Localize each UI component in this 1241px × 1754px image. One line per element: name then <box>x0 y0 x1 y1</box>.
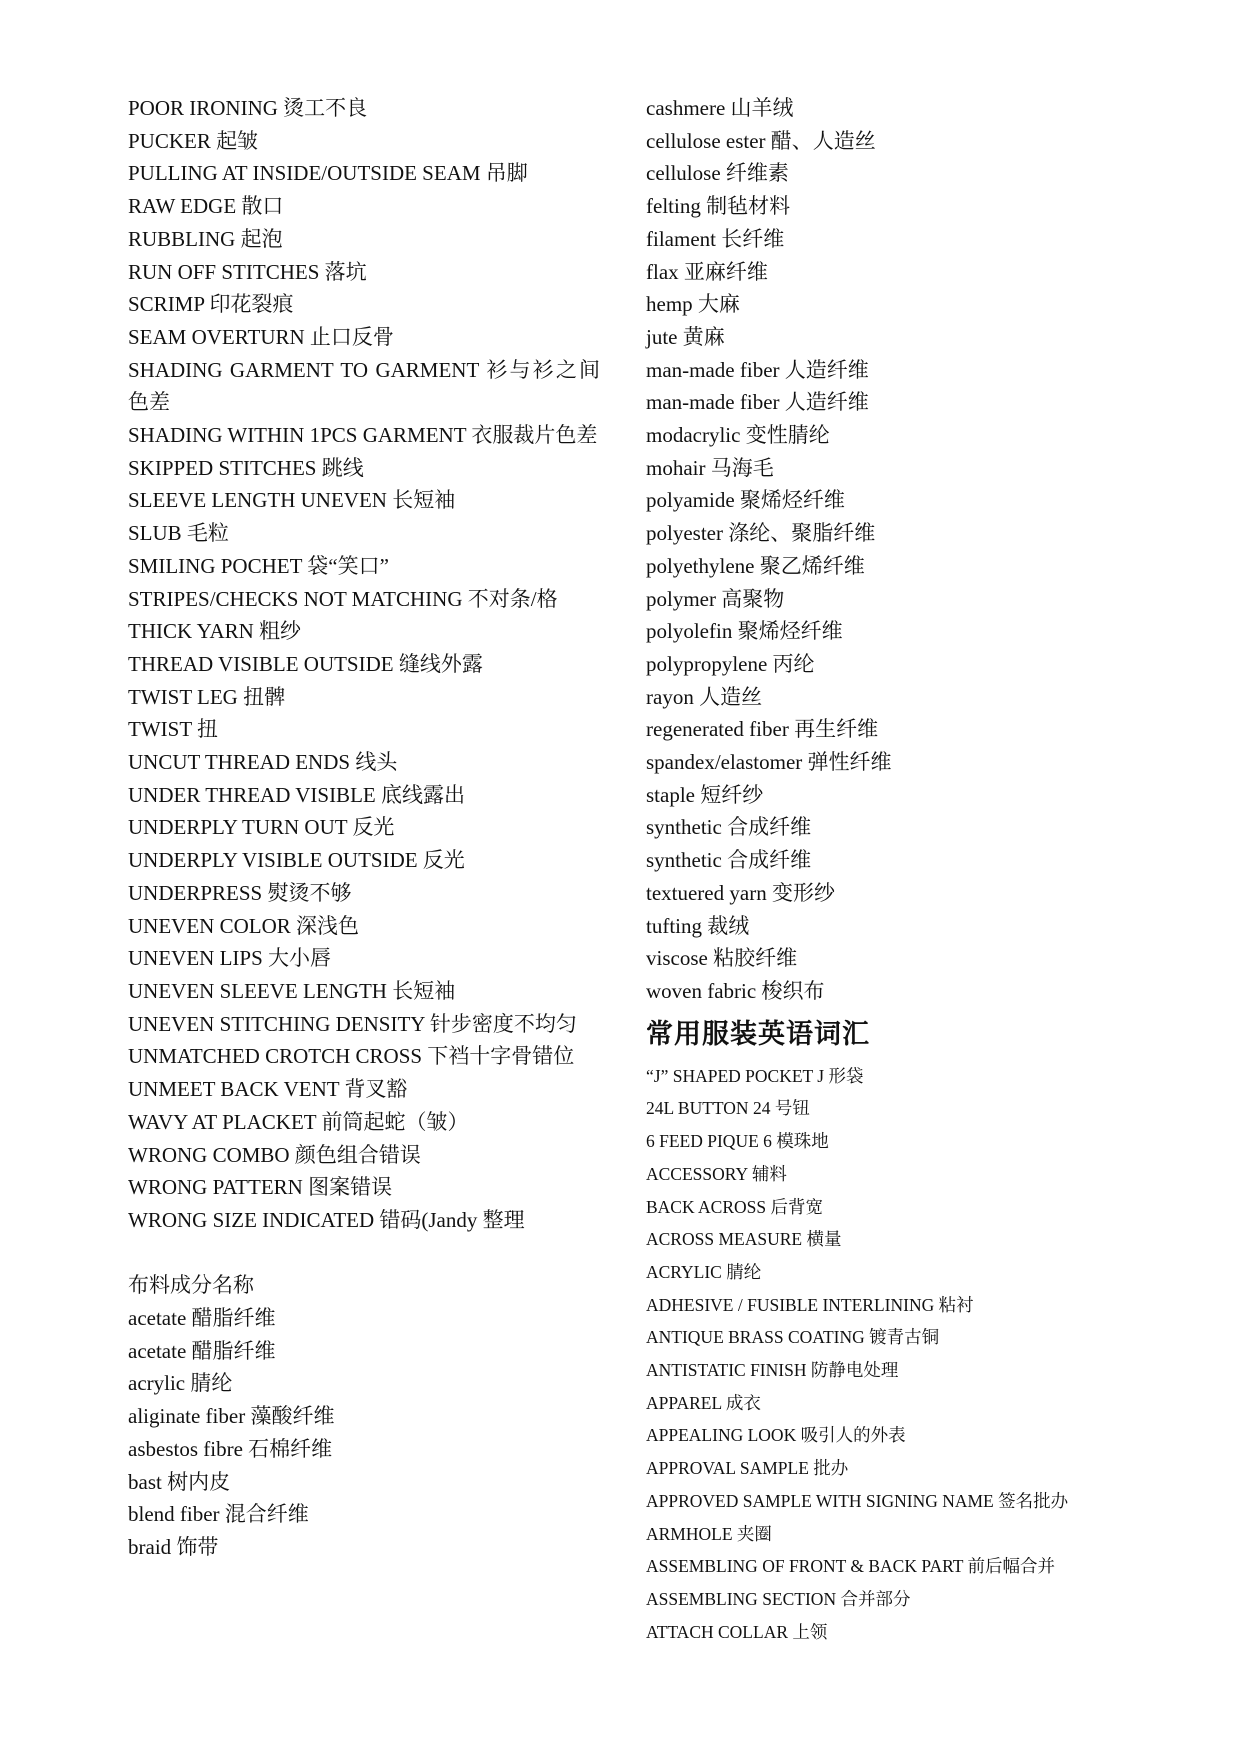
vocab-term: ADHESIVE / FUSIBLE INTERLINING 粘衬 <box>646 1294 974 1315</box>
fabric-term: acetate 醋脂纤维 <box>128 1306 276 1330</box>
defect-term: SCRIMP 印花裂痕 <box>128 292 294 317</box>
vocab-term: ANTISTATIC FINISH 防静电处理 <box>646 1360 899 1381</box>
defect-term: UNEVEN STITCHING DENSITY 针步密度不均匀 <box>128 1011 577 1036</box>
vocab-term: ACRYLIC 腈纶 <box>646 1261 762 1282</box>
fabric-term: cellulose 纤维素 <box>646 161 789 186</box>
fabric-term: regenerated fiber 再生纤维 <box>646 717 879 742</box>
fabric-term: man-made fiber 人造纤维 <box>646 357 869 382</box>
defect-term: UNDERPLY VISIBLE OUTSIDE 反光 <box>128 848 465 873</box>
defect-term: UNMATCHED CROTCH CROSS 下裆十字骨错位 <box>128 1044 575 1069</box>
vocab-list <box>646 1060 1116 1649</box>
defect-term: UNEVEN LIPS 大小唇 <box>128 946 331 971</box>
defect-term: POOR IRONING 烫工不良 <box>128 96 368 120</box>
vocab-term: 6 FEED PIQUE 6 模珠地 <box>646 1131 829 1152</box>
fabric-term: textuered yarn 变形纱 <box>646 880 835 905</box>
defect-term: THICK YARN 粗纱 <box>128 619 302 644</box>
vocab-term: APPEALING LOOK 吸引人的外表 <box>646 1425 906 1446</box>
vocab-term: 24L BUTTON 24 号钮 <box>646 1098 810 1119</box>
defect-term: UNDER THREAD VISIBLE 底线露出 <box>128 782 465 807</box>
fabric-term: blend fiber 混合纤维 <box>128 1502 309 1527</box>
fabric-term: polyethylene 聚乙烯纤维 <box>646 553 865 578</box>
fabric-term: man-made fiber 人造纤维 <box>646 390 869 415</box>
left-column <box>128 92 600 1564</box>
vocab-term: ASSEMBLING SECTION 合并部分 <box>646 1588 911 1609</box>
fabric-term: asbestos fibre 石棉纤维 <box>128 1436 333 1461</box>
vocab-term: ATTACH COLLAR 上领 <box>646 1621 828 1642</box>
defect-term: RAW EDGE 散口 <box>128 194 284 219</box>
defect-term: TWIST 扭 <box>128 717 219 742</box>
vocab-term: ANTIQUE BRASS COATING 镀青古铜 <box>646 1327 940 1348</box>
defect-term: UNEVEN SLEEVE LENGTH 长短袖 <box>128 978 456 1003</box>
defect-term: SLEEVE LENGTH UNEVEN 长短袖 <box>128 488 456 513</box>
fabric-term: modacrylic 变性腈纶 <box>646 423 830 448</box>
defect-term: RUBBLING 起泡 <box>128 226 283 251</box>
defect-term: WAVY AT PLACKET 前筒起蛇（皱） <box>128 1109 469 1134</box>
defect-term: UNDERPLY TURN OUT 反光 <box>128 815 395 840</box>
vocab-term: ACROSS MEASURE 横量 <box>646 1229 842 1250</box>
fabric-term: tufting 裁绒 <box>646 913 750 938</box>
defect-term: UNCUT THREAD ENDS 线头 <box>128 750 398 775</box>
vocab-term: ACCESSORY 辅料 <box>646 1163 787 1184</box>
vocab-term: BACK ACROSS 后背宽 <box>646 1196 823 1217</box>
fabric-list-right <box>646 92 1116 1008</box>
fabric-term: hemp 大麻 <box>646 292 740 317</box>
defect-list <box>128 92 600 1237</box>
defect-term: THREAD VISIBLE OUTSIDE 缝线外露 <box>128 651 483 676</box>
fabric-term: polyester 涤纶、聚脂纤维 <box>646 521 876 546</box>
defect-term: UNEVEN COLOR 深浅色 <box>128 913 359 938</box>
fabric-term: woven fabric 梭织布 <box>646 978 825 1003</box>
defect-term: SLUB 毛粒 <box>128 521 229 546</box>
vocab-term: APPAREL 成衣 <box>646 1392 761 1413</box>
fabric-term: polymer 高聚物 <box>646 586 785 611</box>
fabric-term: felting 制毡材料 <box>646 194 791 219</box>
vocab-term: APPROVED SAMPLE WITH SIGNING NAME 签名批办 <box>646 1490 1069 1511</box>
fabric-term: aliginate fiber 藻酸纤维 <box>128 1404 335 1429</box>
defect-term: WRONG PATTERN 图案错误 <box>128 1175 393 1200</box>
fabric-term: mohair 马海毛 <box>646 455 774 480</box>
defect-term: SEAM OVERTURN 止口反骨 <box>128 324 394 349</box>
fabric-term: jute 黄麻 <box>646 324 725 349</box>
vocab-heading: 常用服装英语词汇 <box>646 1018 870 1050</box>
fabric-term: spandex/elastomer 弹性纤维 <box>646 750 892 775</box>
fabric-term: synthetic 合成纤维 <box>646 848 812 873</box>
fabric-term: polyamide 聚烯烃纤维 <box>646 488 845 513</box>
fabric-term: flax 亚麻纤维 <box>646 259 768 284</box>
fabric-term: polypropylene 丙纶 <box>646 651 815 676</box>
fabric-term: bast 树内皮 <box>128 1469 231 1494</box>
vocab-term: ASSEMBLING OF FRONT & BACK PART 前后幅合并 <box>646 1556 1055 1577</box>
defect-term: TWIST LEG 扭髀 <box>128 684 286 709</box>
vocab-term: ARMHOLE 夹圈 <box>646 1523 772 1544</box>
defect-term: SKIPPED STITCHES 跳线 <box>128 455 364 480</box>
defect-term: WRONG SIZE INDICATED 错码(Jandy 整理 <box>128 1207 525 1232</box>
defect-term: PULLING AT INSIDE/OUTSIDE SEAM 吊脚 <box>128 161 528 186</box>
defect-term: UNMEET BACK VENT 背叉豁 <box>128 1077 408 1102</box>
defect-term: SHADING WITHIN 1PCS GARMENT 衣服裁片色差 <box>128 423 598 448</box>
section-spacer <box>128 1237 600 1270</box>
fabric-term: cellulose ester 醋、人造丝 <box>646 128 876 153</box>
defect-term: WRONG COMBO 颜色组合错误 <box>128 1142 421 1167</box>
right-column <box>646 92 1116 1648</box>
defect-term: SMILING POCHET 袋“笑口” <box>128 553 389 578</box>
vocab-term: APPROVAL SAMPLE 批办 <box>646 1458 849 1479</box>
fabric-term: rayon 人造丝 <box>646 684 763 709</box>
defect-term: SHADING GARMENT TO GARMENT 衫与衫之间色差 <box>128 357 600 415</box>
fabric-term: staple 短纤纱 <box>646 782 764 807</box>
defect-term: STRIPES/CHECKS NOT MATCHING 不对条/格 <box>128 586 558 611</box>
fabric-term: polyolefin 聚烯烃纤维 <box>646 619 843 644</box>
fabric-term: synthetic 合成纤维 <box>646 815 812 840</box>
fabric-term: acrylic 腈纶 <box>128 1371 233 1396</box>
defect-term: RUN OFF STITCHES 落坑 <box>128 259 367 284</box>
fabric-term: filament 长纤维 <box>646 226 785 251</box>
vocab-term: “J” SHAPED POCKET J 形袋 <box>646 1065 864 1086</box>
fabric-term: cashmere 山羊绒 <box>646 96 794 120</box>
fabric-term: braid 饰带 <box>128 1534 219 1559</box>
fabric-term: acetate 醋脂纤维 <box>128 1338 276 1363</box>
fabric-section-title: 布料成分名称 <box>128 1273 254 1298</box>
defect-term: UNDERPRESS 熨烫不够 <box>128 880 352 905</box>
defect-term: PUCKER 起皱 <box>128 128 259 153</box>
fabric-term: viscose 粘胶纤维 <box>646 946 798 971</box>
fabric-list-left <box>128 1302 600 1564</box>
